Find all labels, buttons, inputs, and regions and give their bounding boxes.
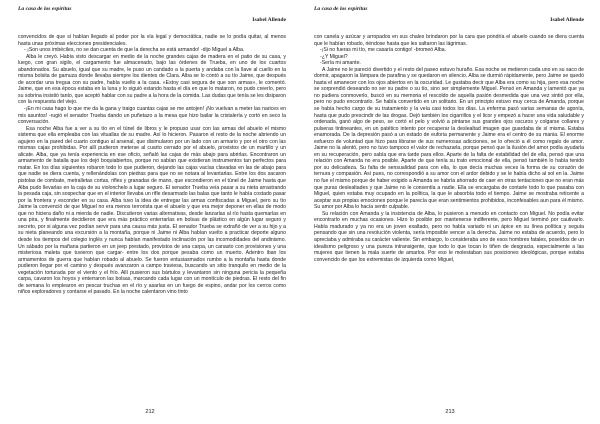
paragraph: Alba le creyó. Había visto descargar en medio de la noche grandes cajas de madera en el patio de su casa, y luego, con gran sigilo, el cargamento fue almacenado, bajo las órdenes de Trueba, en uno de los cuartos abandonados. Su abuelo, igual que su madre, le puso un candado a la puerta y andaba con la llave al cuello en la misma bolsita de gamuza donde llevaba siempre los dientes de Clara. Alba se lo contó a su tío Jaime, que después de acordar una tregua con su padre, había vuelto a la casa. «Estoy casi segura de que son armas», le comentó. Jaime, que en esa época estaba en la luna y lo siguió estando hasta el día en que lo mataron, no pudo creerlo, pero su sobrina insistió tanto, que aceptó hablar con su padre a la hora de la comida. Las dudas que tenía se les disiparon con la respuesta del viejo. xyxy=(18,53,286,106)
right-page xyxy=(300,0,600,424)
page-body xyxy=(314,34,584,400)
page-number: 212 xyxy=(145,409,155,415)
paragraph: -¡En mi casa hago lo que me da la gana y traigo cuantas cajas se me antojen! ¡No vuelvan a meter las narices en mis asuntos! -rugió el senador Trueba dando un puñetazo a la mesa que hizo bailar la cristalería y cortó en seco la conversación. xyxy=(18,106,286,126)
page-number: 213 xyxy=(445,409,455,415)
paragraph: Esa noche Alba fue a ver a su tío en el túnel de libros y le propuso usar con las armas del abuelo el mismo sistema que ella empleaba con las vituallas de su madre. Así lo hicieron. Pasaron el resto de la noche abriendo un agujero en la pared del cuarto contiguo al arsenal, que disimularon por un lado con un armario y por el otro con las mismas cajas prohibidas. Por allí pudieron meterse al cuarto cerrado por el abuelo, provistos de un martillo y un alicate. Alba, que ya tenía experiencia en ese oficio, señaló las cajas de más abajo para abrirlas. Encontraron un armamento de batalla que los dejó boquiabiertos, porque no sabían que existieran instrumentos tan perfectos para matar. En los días siguientes robaron todo lo que pudieron, dejando las cajas vacías clavadas en las de abajo para que nadie se diera cuenta, y rellenándolas con piedras para que no se notara al levantarlas. Entre los dos sacaron pistolas de combate, metralletas cortas, rifles y granadas de mano, que escondieron en el túnel de Jaime hasta que Alba pudo llevarlas en la caja de su violonchelo a lugar seguro. El senador Trueba veía pasar a su nieta arrastrando la pesada caja, sin sospechar que en el interior llevaba un rifle desarmado las balas que tanto le había costado pasar por la frontera y esconder en su casa. Alba tuvo la idea de entregar las armas confiscadas a Miguel, pero su tío Jaime la convenció de que Miguel no era menos terrorista que el abuelo y que era mejor deponer en ellas de modo que no hiciera daño ni a mierda de nadie. Discutieron varias alternativas, desde lanzarlas al río hasta quemarlas en una pira, y finalmente decidieron que era más práctico enterrarlas en bolsas de plástico en algún lugar seguro y secreto, por si alguna vez podían servir para una causa más justa. El senador Trueba se extrañó de ver a su hijo y a su nieta planeando una excursión a la montaña, porque ni Jaime ni Alba habían vuelto a practicar deporte alguno desde los tiempos del colegio inglés y nunca habían manifestado inclinación por las incomodidades del andinismo. Un sábado por la mañana partieron en un jeep prestado, provistos de una carpa, un canasto con provisiones y una misteriosa maleta que tuvieron que cargar- entre los dos porque pesaba como un muerto. Adentro iban los armamentos de guerra que habían robado al abuelo. Se fueron entusiasmados rumbo a la montaña hasta donde pudieron llegar por el camino y después avanzaron a campo traviesa, buscando un sitio tranquilo en medio de la vegetación torturada por el viento y el frío. Allí pusieron sus bártulos y levantaron sin ninguna pericia la pequeña carpa, cavaron los hoyos y enterraron las bolsas, marcando cada lugar con un montículo de piedras. El resto del fin de semana lo emplearon en pescar truchas en el río y asarlas en un fuego de espino, andar por los cerros como niños exploradores y contarse el pasado. En la noche calentaron vino tinto xyxy=(18,125,286,296)
running-header-title: La casa de los espíritus xyxy=(18,6,72,12)
paragraph: con canela y azúcar y arropados en sus chales brindaron por la cara que pondría el abuelo cuando se diera cuenta que le habían robado, riéndose hasta que les saltaron las lágrimas. xyxy=(314,34,584,47)
page-body xyxy=(18,34,286,400)
running-header-author: Isabel Allende xyxy=(252,17,286,23)
paragraph: Su relación con Amanda y la insistencia de Alba, lo pusieron a menudo en contacto con Miguel. No podía evitar encontrarlo en muchas ocasiones. Hizo lo posible por mantenerse indiferente, pero Miguel terminó por cautivarlo. Había madurado y ya no era un joven exaltado, pero no había variado ni un ápice en su línea política y seguía pensando que sin una revolución violenta, sería imposible vencer a la derecha. Jaime no estaba de acuerdo, pero lo apreciaba y admiraba su carácter valiente. Sin embargo, lo consideraba uno de esos hombres fatales, poseídos de un idealismo peligroso y una pureza intransigente, que todo lo que tocan lo tiñen de desgracia, especialmente a las mujeres que tienen la mala suerte de amarlos. Por eso le molestaban sus posiciones ideológicas, porque estaba convencido de que los extremistas de izquierda como Miguel, xyxy=(314,210,584,263)
running-header-author: Isabel Allende xyxy=(550,17,584,23)
paragraph: -¡Si no fueras mi tío, me casaría contigo! -bromeó Alba. xyxy=(320,47,447,54)
running-header-title: La casa de los espíritus xyxy=(314,6,368,12)
paragraph: -¿Y Miguel? xyxy=(320,53,348,60)
paragraph: convencidos de que si habían llegado al poder por la vía legal y democrática, nadie se lo podía quitar, al menos hasta unas próximas elecciones presidenciales. xyxy=(18,34,286,47)
paragraph: A Jaime no le pareció divertido y el resto del paseo estuvo huraño. Esa noche se metieron cada uno en su saco de dormir, apagaron la lámpara de parafina y se quedaron en silencio. Alba se durmió rápidamente, pero Jaime se quedó hasta el amanecer con los ojos abiertos en la oscuridad. Le gustaba decir que Alba era como su hija, pero esa noche se sorprendió deseando no ser su padre o su tío, sino ser simplemente Miguel. Pensó en Amanda y lamentó que ya no pudiera conmoverlo, buscó en su memoria el rescoldo de aquella pasión desmedida que una vez sintió por ella, pero no pudo encontrarlo. Se había convertido en un solitario. En un principio estuvo muy cerca de Amanda, porque se había hecho cargo de su tratamiento y la veía casi todos los días. La enferma pasó varias semanas de agonía, hasta que pudo prescindir de las drogas. Dejó también los cigarrillos y el licor y empezó a hacer una vida saludable y ordenada, ganó algo de peso, se cortó el pelo y volvió a pintarse sus grandes ojos oscuros y colgarse collares y pulseras tintineantes, en un patético intento por recuperar la deslealtad imagen que guardaba de sí misma. Estaba enamorada. De la depresión pasó a un estado de euforia permanente y Jaime era el centro de su mania. El enorme esfuerzo de voluntad que hizo para librarse de sus numerosas adicciones, se lo ofreció a él como regalo de amor. Jaime no la alentó, pero no tuvo tampoco el valor de rechazarla, porque pensó que la ilusión del amor podía ayudarla en su recuperación, pero sabía que era tarde para ellos. Aparte de la falta de estabilidad del de ella, pensó que una relación con Amanda no era posible. Aparte de que tenía su trato emocional de ella, pensó también lo había tenido por su delicadeza. Su falta de sensualidad para con ella, lo que decía muchas veces la forma de su corazón de ternura y compasión. Así pues, no correspondió a su amor con el ardor debido y se le había dicho al sol en la. Jaime no fue el mismo porque de haber exigido a Amanda se habría ahorrado de caer en otras tentaciones que no eran más que puras deslealtades y que Jaime no le consentía a nadie. Ella se encargaba de contarle todo lo que pasaba con Miguel, quien estaba muy ocupado en la política, la que le absorbía todo el tiempo. Jaime se mostraba reticente a aceptar sus propias emociones porque le parecía que eran sentimientos prohibidos, inconfesables aun para él mismo. Su amor por Alba lo hacía sentir culpable. xyxy=(314,66,584,211)
paragraph: - ¡Son unos imbéciles, no se dan cuenta de que la derecha se está armando! -dijo Miguel a Alba. xyxy=(24,47,245,54)
paragraph: -Sería mi amante. xyxy=(320,60,361,67)
